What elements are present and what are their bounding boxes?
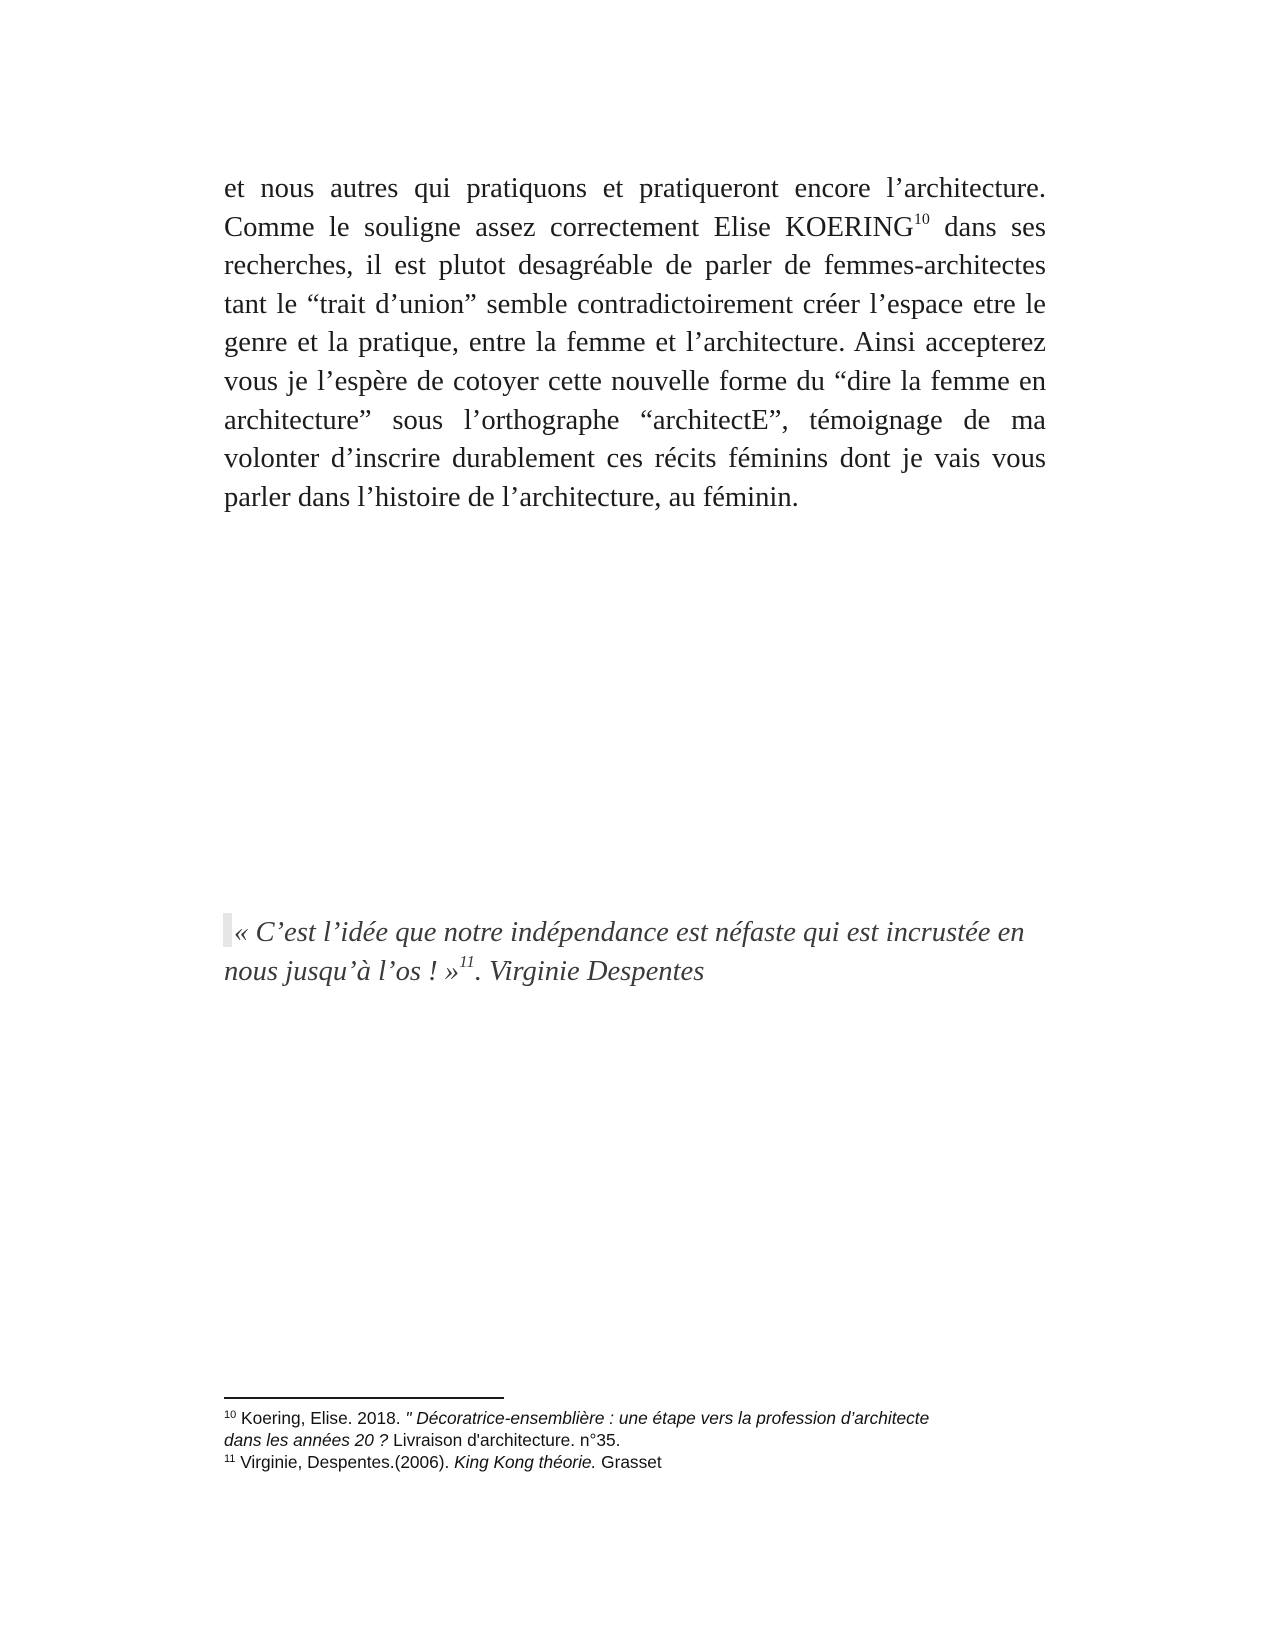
- quote-line-1: [224, 913, 1054, 952]
- epigraph-quote: [224, 913, 1054, 991]
- body-line-8: volonter d’inscrire durablement ces récits féminins dont je vais vous: [224, 443, 1046, 475]
- body-line-7: architecture” sous l’orthographe “architectE”, témoignage de ma: [224, 404, 1046, 436]
- quote-cursor-marker: [223, 913, 232, 947]
- footnote-10-source: Livraison d'architecture. n°35.: [388, 1430, 621, 1451]
- footnote-10-line-1: [224, 1407, 1064, 1429]
- footnote-11-author: Virginie, Despentes.(2006).: [235, 1452, 455, 1473]
- quote-line-2: [224, 952, 1054, 991]
- footnote-ref-10: 10: [913, 210, 930, 228]
- body-line-2-end: dans ses: [944, 211, 1046, 243]
- quote-attribution: . Virginie Despentes: [474, 956, 705, 987]
- body-line-2-text: Comme le souligne assez correctement Elise KOERING: [224, 211, 914, 243]
- body-line-3: recherches, il est plutot desagréable de parler de femmes-architectes: [224, 250, 1046, 282]
- footnote-separator: [224, 1397, 504, 1399]
- footnote-10-title-1: " Décoratrice-ensemblière : une étape vers la profession d’architecte: [405, 1408, 930, 1428]
- quote-line-1-text: « C’est l’idée que notre indépendance est néfaste qui est incrustée en: [234, 917, 1025, 948]
- footnote-11-number: 11: [224, 1453, 236, 1466]
- body-line-2: [224, 209, 1046, 248]
- footnotes: [224, 1407, 1064, 1474]
- footnote-11-title: King Kong théorie.: [454, 1452, 597, 1473]
- footnote-10-author: Koering, Elise. 2018.: [236, 1408, 406, 1428]
- body-line-1: et nous autres qui pratiquons et pratiqueront encore l’architecture.: [224, 173, 1046, 204]
- quote-line-2-start: nous jusqu’à l’os ! »: [224, 956, 460, 987]
- body-line-5: genre et la pratique, entre la femme et l’architecture. Ainsi accepterez: [224, 327, 1046, 359]
- body-paragraph: [224, 170, 1046, 517]
- footnote-10-title-2: dans les années 20 ?: [224, 1430, 389, 1451]
- footnote-11-publisher: Grasset: [596, 1452, 662, 1473]
- body-line-4: tant le “trait d’union” semble contradictoirement créer l’espace etre le: [224, 288, 1046, 320]
- body-line-9: parler dans l’histoire de l’architecture, au féminin.: [224, 481, 799, 513]
- footnote-10-number: 10: [224, 1409, 237, 1421]
- footnote-ref-11: 11: [459, 952, 475, 971]
- footnote-11-line: [224, 1451, 1064, 1473]
- body-line-6: vous je l’espère de cotoyer cette nouvelle forme du “dire la femme en: [224, 365, 1046, 397]
- footnote-10-line-2: [224, 1429, 1064, 1451]
